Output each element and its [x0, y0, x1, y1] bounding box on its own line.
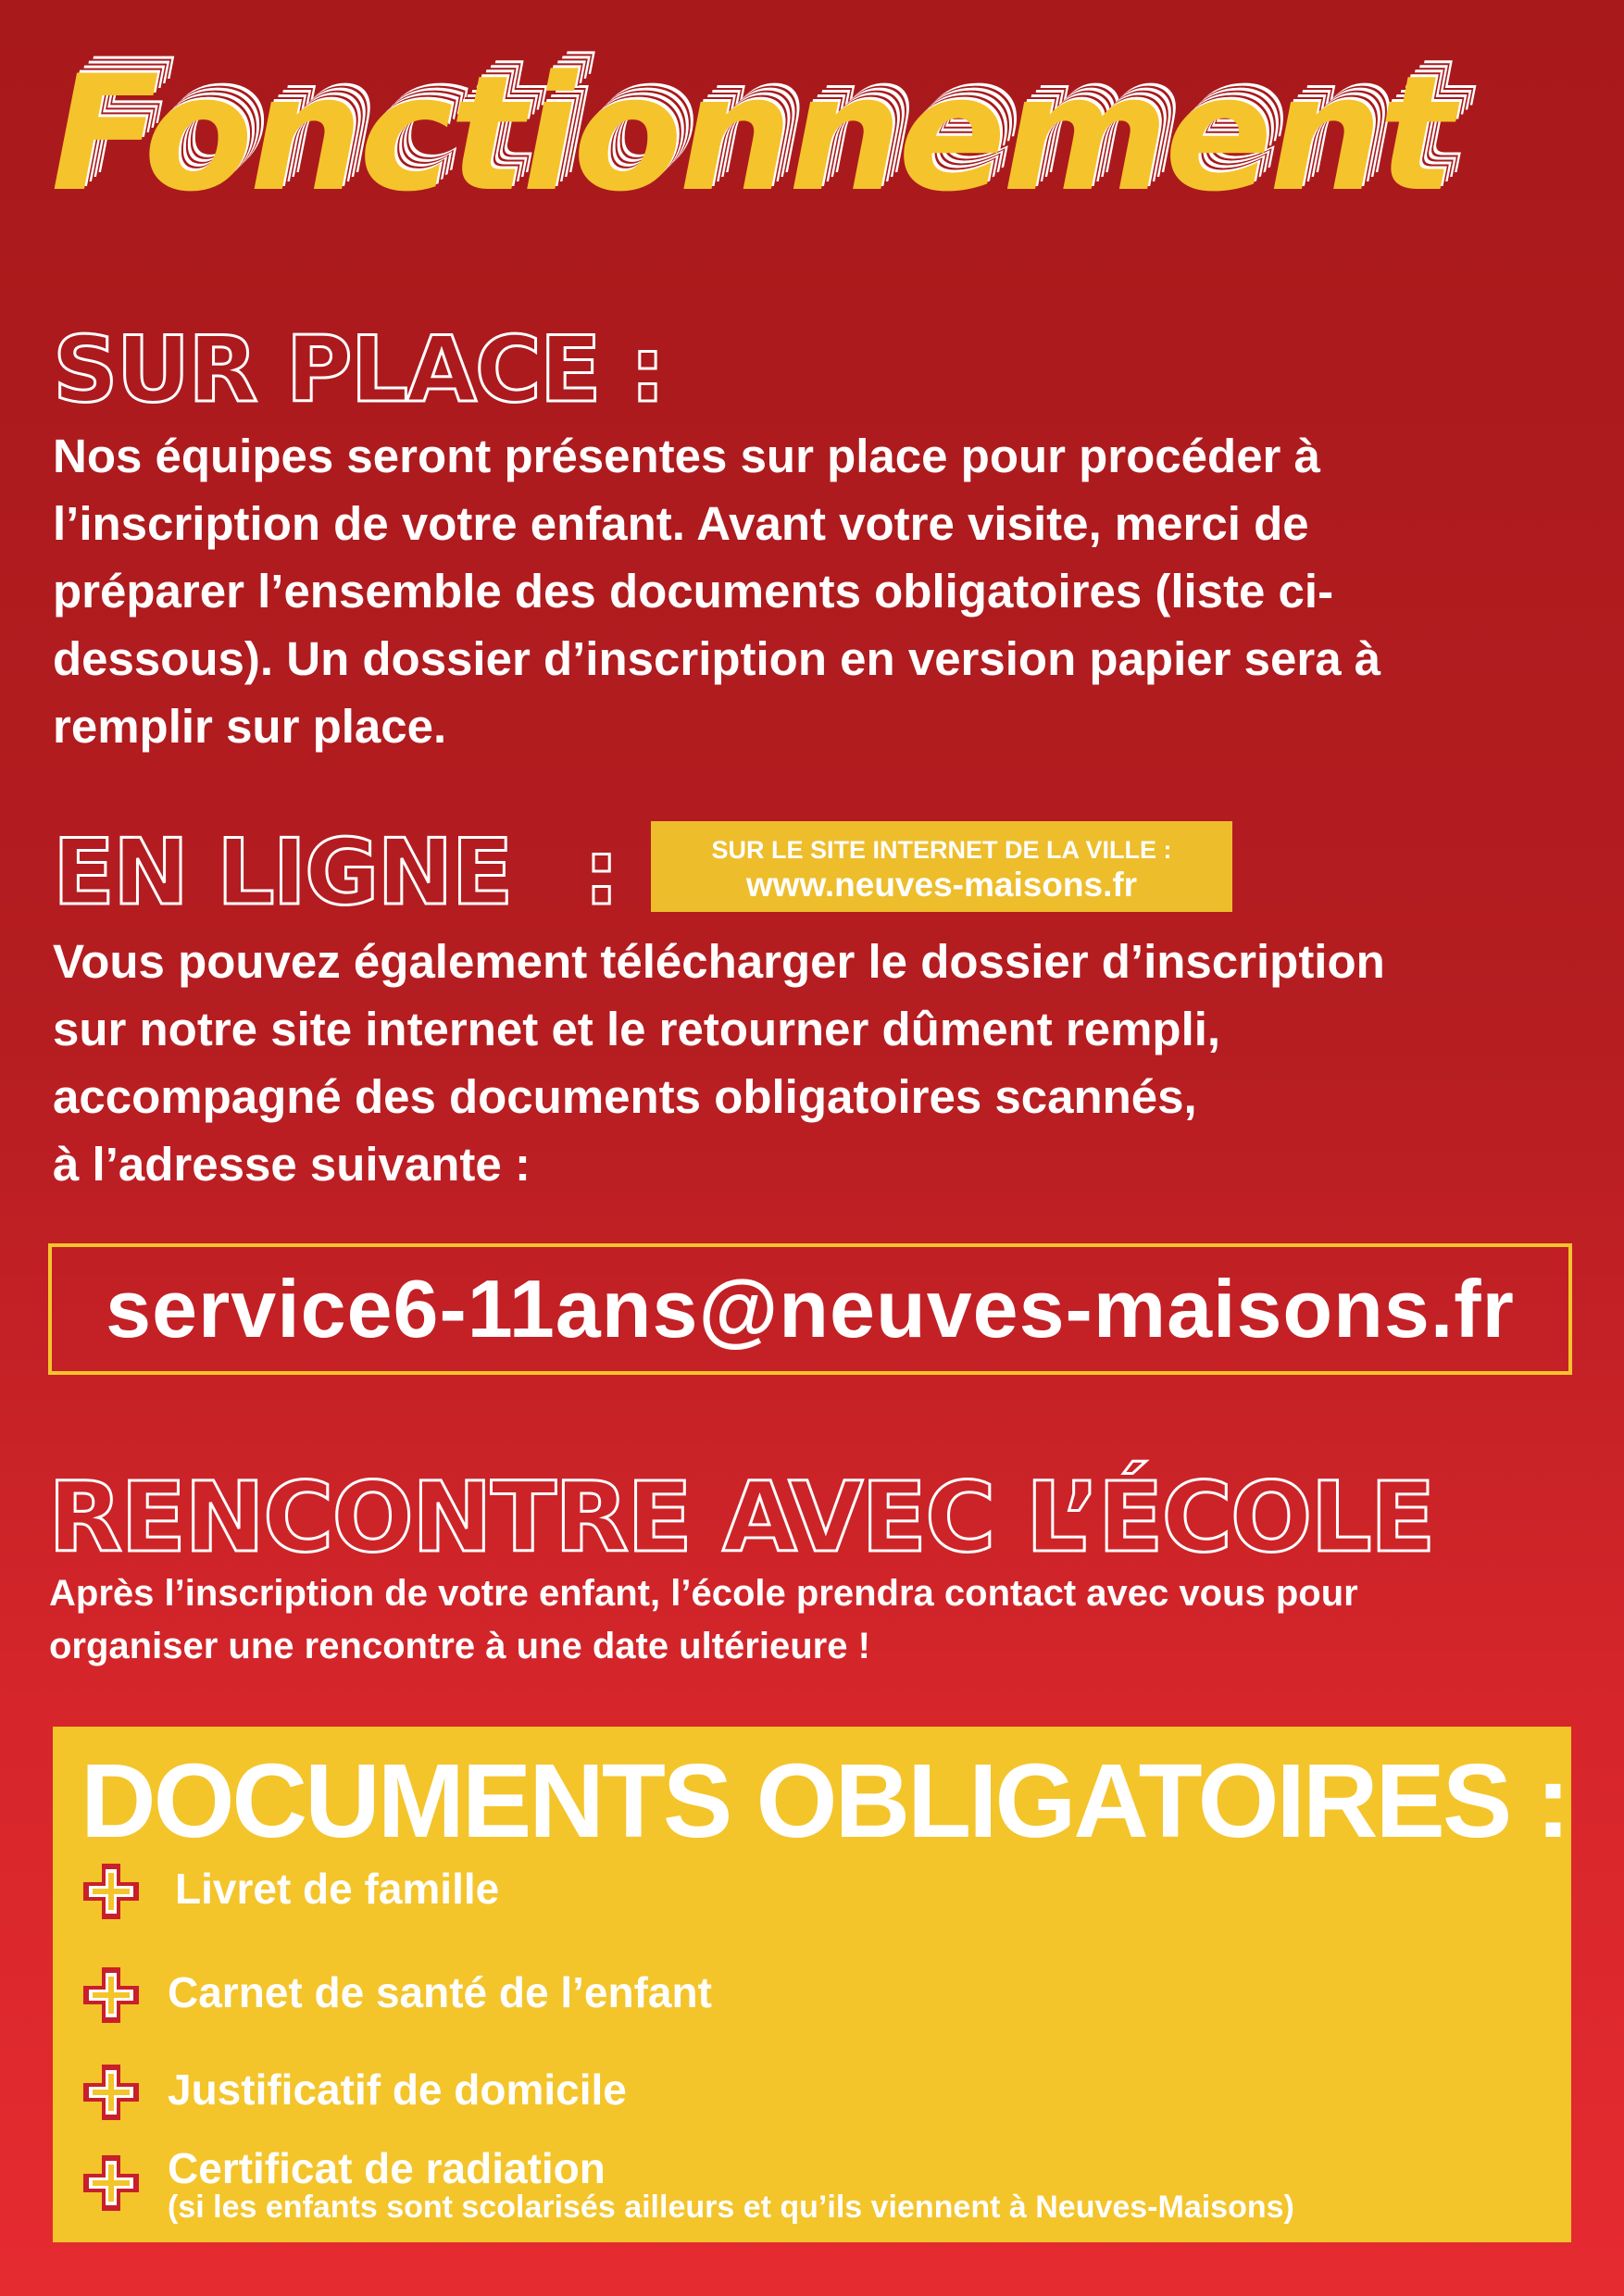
en-ligne-line: accompagné des documents obligatoires scannés,: [53, 1070, 1197, 1123]
document-item: [81, 2062, 627, 2123]
plus-cross-icon: [81, 1965, 142, 2026]
document-item: [81, 2145, 1294, 2223]
sur-place-paragraph: [53, 422, 1380, 760]
en-ligne-line: sur notre site internet et le retourner dûment rempli,: [53, 1003, 1221, 1055]
documents-heading: DOCUMENTS OBLIGATOIRES :: [81, 1742, 1568, 1859]
document-note: (si les enfants sont scolarisés ailleurs et qu’ils viennent à Neuves-Maisons): [168, 2190, 1294, 2225]
website-badge[interactable]: [651, 821, 1232, 912]
sur-place-line: remplir sur place.: [53, 700, 447, 753]
website-label: SUR LE SITE INTERNET DE LA VILLE :: [711, 836, 1172, 864]
sur-place-line: dessous). Un dossier d’inscription en version papier sera à: [53, 632, 1381, 685]
plus-cross-icon: [81, 1861, 142, 1922]
en-ligne-paragraph: [53, 928, 1385, 1198]
sur-place-line: l’inscription de votre enfant. Avant votre visite, merci de: [53, 497, 1309, 550]
en-ligne-line: à l’adresse suivante :: [53, 1138, 531, 1191]
document-label: Carnet de santé de l’enfant: [168, 1968, 712, 2016]
plus-cross-icon: [81, 2152, 142, 2214]
sur-place-line: Nos équipes seront présentes sur place pour procéder à: [53, 430, 1320, 482]
en-ligne-line: Vous pouvez également télécharger le dossier d’inscription: [53, 935, 1385, 988]
document-label: Livret de famille: [175, 1865, 500, 1913]
rencontre-paragraph: [49, 1567, 1358, 1673]
sur-place-line: préparer l’ensemble des documents obligatoires (liste ci-: [53, 565, 1334, 618]
document-label: Justificatif de domicile: [168, 2065, 627, 2114]
website-url[interactable]: www.neuves-maisons.fr: [745, 866, 1138, 904]
page-title: Fonctionnement: [51, 41, 1452, 227]
email-box[interactable]: [48, 1243, 1572, 1375]
sur-place-heading: SUR PLACE :: [53, 318, 665, 423]
document-label: Certificat de radiation: [168, 2144, 606, 2192]
rencontre-line: organiser une rencontre à une date ultérieure !: [49, 1626, 870, 1666]
document-item: [81, 1861, 499, 1922]
plus-cross-icon: [81, 2062, 142, 2123]
en-ligne-colon: :: [583, 820, 618, 926]
email-address[interactable]: service6-11ans@neuves-maisons.fr: [106, 1263, 1515, 1354]
document-item: [81, 1965, 712, 2026]
rencontre-line: Après l’inscription de votre enfant, l’école prendra contact avec vous pour: [49, 1573, 1358, 1614]
documents-box: [53, 1727, 1571, 2242]
en-ligne-heading: EN LIGNE: [53, 820, 512, 926]
rencontre-heading: RENCONTRE AVEC L’ÉCOLE: [48, 1461, 1434, 1574]
